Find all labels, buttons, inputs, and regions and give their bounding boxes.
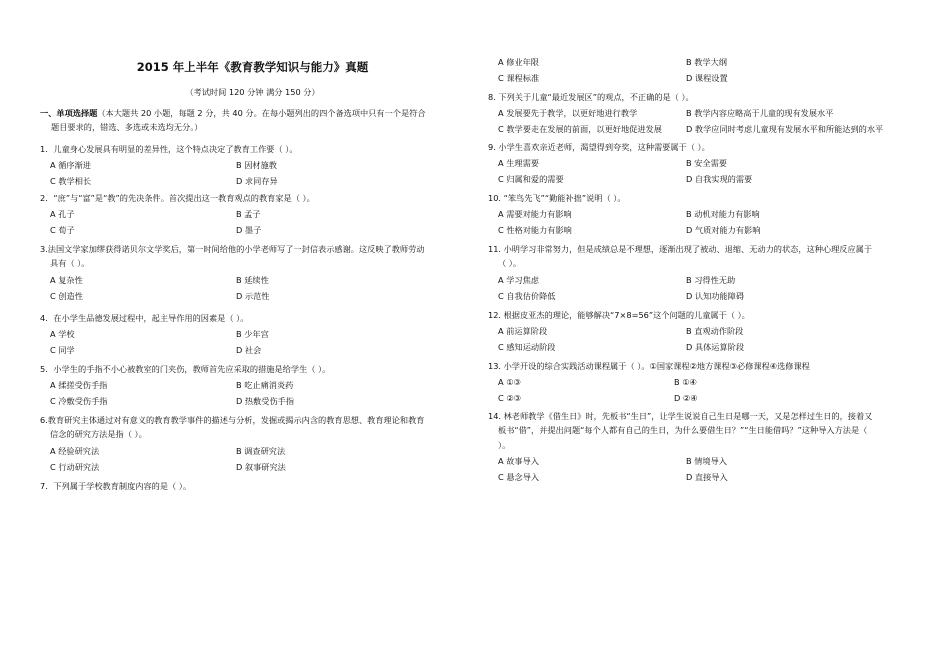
question-text: 1．儿童身心发展具有明显的差异性，这个特点决定了教育工作要（ ）。 [40, 144, 298, 154]
option-b: B 孟子 [236, 209, 261, 220]
question-text-cont-2: ）。 [498, 439, 511, 450]
option-d: D 求同存异 [236, 176, 278, 187]
question-text: 7．下列属于学校教育制度内容的是（ ）。 [40, 481, 192, 491]
question-text-cont: 信念的研究方法是指（ ）。 [50, 429, 147, 440]
question-text: 12. 根据皮亚杰的理论，能够解决“7×8=56”这个问题的儿童属于（ ）。 [488, 310, 750, 320]
option-a: A 发展要先于教学，以更好地进行教学 [498, 108, 638, 119]
option-d: D 课程设置 [686, 73, 728, 83]
question-text: 10. “笨鸟先飞”“勤能补拙”说明（ ）。 [488, 193, 626, 203]
page-title: 2015 年上半年《教育教学知识与能力》真题 [136, 60, 369, 74]
question-text: 5．小学生的手指不小心被教室的门夹伤，教师首先应采取的措施是给学生（ ）。 [40, 364, 331, 374]
option-c: C 课程标准 [498, 73, 540, 83]
option-d: D 教学应同时考虑儿童现有发展水平和所能达到的水平 [686, 124, 884, 135]
question-4 [40, 313, 465, 356]
option-b: B 直观动作阶段 [686, 326, 744, 337]
question-12 [488, 310, 908, 353]
option-a: A 经验研究法 [50, 445, 100, 456]
question-text-cont: 具有（ ）。 [50, 258, 90, 269]
question-text: 4．在小学生品德发展过程中，起主导作用的因素是（ ）。 [40, 313, 249, 323]
section-heading: 一、单项选择题 [40, 108, 98, 118]
option-d: D 认知功能障碍 [686, 290, 745, 301]
question-2 [40, 193, 465, 236]
option-a: A 学校 [50, 329, 75, 340]
question-14 [488, 411, 908, 483]
option-b: B 习得性无助 [686, 274, 736, 285]
section-desc-1: （本大题共 20 小题，每题 2 分，共 40 分。在每小题列出的四个备选项中只有一个是符合 [97, 108, 426, 118]
option-b: B 少年宫 [236, 329, 269, 340]
question-text: 9. 小学生喜欢亲近老师，渴望得到夸奖，这种需要属于（ ）。 [488, 142, 710, 152]
option-c: C 感知运动阶段 [498, 342, 556, 353]
question-8 [488, 92, 908, 135]
question-1 [40, 144, 465, 187]
section-desc-2: 题目要求的，错选、多选或未选均无分。） [51, 122, 203, 133]
option-b: B 教学大纲 [686, 57, 727, 67]
question-11 [488, 244, 908, 302]
option-d: D 叙事研究法 [236, 461, 286, 472]
question-text: 2．“庶”与“富”是“教”的先决条件。首次提出这一教育观点的教育家是（ ）。 [40, 193, 315, 203]
option-a: A 故事导入 [498, 455, 539, 466]
option-c: C 归属和爱的需要 [498, 174, 564, 185]
option-d: D 直接导入 [686, 471, 728, 482]
section-header [40, 108, 465, 133]
option-c: C 自我估价降低 [498, 290, 556, 301]
option-b: B 教学内容应略高于儿童的现有发展水平 [686, 108, 834, 119]
option-b: B 动机对能力有影响 [686, 209, 760, 220]
option-b: B 因材施教 [236, 160, 277, 171]
question-9 [488, 142, 908, 185]
question-text-cont: （ ）。 [498, 258, 522, 269]
option-c: C 悬念导入 [498, 471, 540, 482]
option-a: A ①③ [498, 377, 521, 388]
option-a: A 孔子 [50, 209, 75, 220]
question-text-cont: 板书“借”，并提出问题“每个人都有自己的生日，为什么要借生日？”“生日能借吗？”这种导入方法是（ [498, 425, 868, 436]
question-text: 8. 下列关于儿童“最近发展区”的观点，不正确的是（ ）。 [488, 92, 694, 102]
question-10 [488, 193, 908, 236]
question-text: 11. 小明学习非常努力，但是成绩总是不理想，逐渐出现了被动、退缩、无动力的状态，这种心理反应属于 [488, 244, 873, 254]
option-a: A 需要对能力有影响 [498, 209, 572, 220]
option-a: A 修业年限 [498, 57, 539, 67]
exam-meta: （考试时间 120 分钟 满分 150 分） [185, 87, 320, 97]
question-7-options [488, 57, 908, 84]
option-c: C 教学相长 [50, 176, 92, 187]
option-d: D ②④ [674, 393, 698, 404]
option-d: D 具体运算阶段 [686, 342, 745, 353]
option-c: C 荀子 [50, 225, 75, 236]
option-d: D 社会 [236, 345, 262, 356]
option-a: A 复杂性 [50, 274, 83, 285]
option-a: A 揉搓受伤手指 [50, 380, 108, 391]
question-6 [40, 415, 465, 473]
question-3 [40, 244, 465, 302]
option-b: B ①④ [674, 377, 697, 388]
option-d: D 自我实现的需要 [686, 174, 753, 185]
question-text: 6.教育研究主体通过对有意义的教育教学事件的描述与分析，发掘或揭示内含的教育思想、教育理论和教育 [40, 415, 425, 425]
option-c: C 行动研究法 [50, 461, 100, 472]
option-a: A 循序渐进 [50, 160, 91, 171]
option-a: A 学习焦虑 [498, 274, 539, 285]
option-b: B 调查研究法 [236, 445, 286, 456]
question-text: 14. 林老师教学《借生日》时，先板书“生日”，让学生说说自己生日是哪一天，又是怎样过生日的，接着又 [488, 411, 873, 421]
option-c: C 创造性 [50, 290, 83, 301]
option-b: B 安全需要 [686, 158, 727, 169]
option-c: C 教学要走在发展的前面，以更好地促进发展 [498, 124, 662, 135]
option-b: B 情境导入 [686, 455, 727, 466]
question-5 [40, 364, 465, 407]
question-text: 13. 小学开设的综合实践活动课程属于（ ）。①国家课程②地方课程③必修课程④选修课程 [488, 361, 810, 371]
question-13 [488, 361, 908, 404]
option-d: D 气质对能力有影响 [686, 225, 761, 236]
option-c: C ②③ [498, 393, 521, 404]
option-b: B 吃止痛消炎药 [236, 380, 294, 391]
option-a: A 生理需要 [498, 158, 539, 169]
option-d: D 热敷受伤手指 [236, 396, 295, 407]
option-c: C 冷敷受伤手指 [50, 396, 108, 407]
question-7 [40, 481, 465, 491]
option-d: D 示范性 [236, 290, 270, 301]
option-b: B 延续性 [236, 274, 269, 285]
option-a: A 前运算阶段 [498, 326, 548, 337]
question-text: 3.法国文学家加缪获得诺贝尔文学奖后，第一时间给他的小学老师写了一封信表示感谢。这反映了教师劳动 [40, 244, 425, 254]
option-d: D 墨子 [236, 225, 262, 236]
option-c: C 同学 [50, 345, 75, 356]
option-c: C 性格对能力有影响 [498, 225, 572, 236]
